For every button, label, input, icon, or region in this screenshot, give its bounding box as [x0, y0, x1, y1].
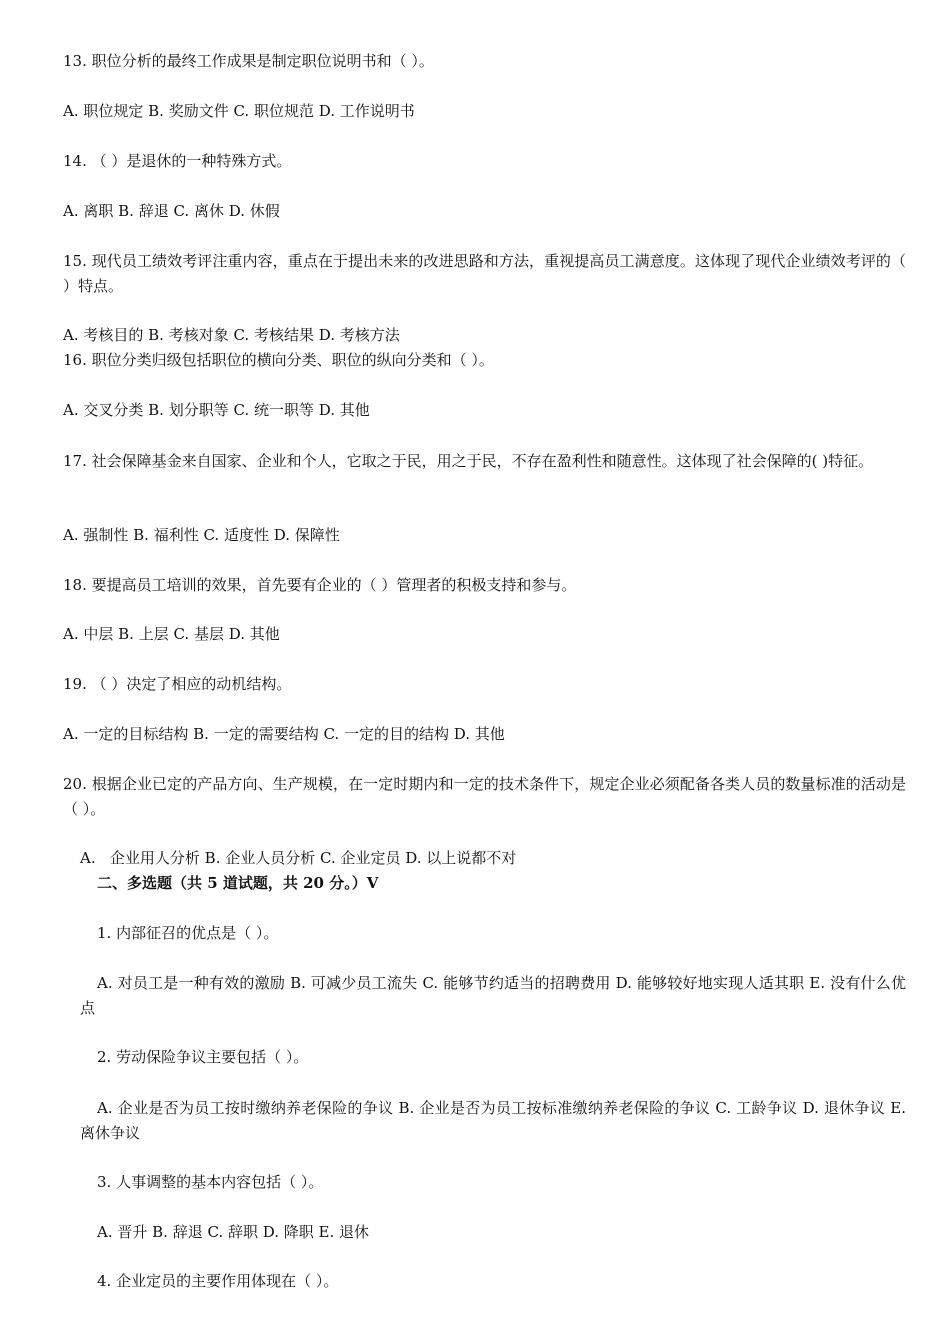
question-17-options: A. 强制性 B. 福利性 C. 适度性 D. 保障性 — [63, 526, 340, 544]
question-17-stem: 17. 社会保障基金来自国家、企业和个人，它取之于民，用之于民，不存在盈利性和随意性。这体现了社会保障的( )特征。 — [63, 452, 874, 470]
question-19-options: A. 一定的目标结构 B. 一定的需要结构 C. 一定的目的结构 D. 其他 — [63, 725, 505, 743]
multi-question-2-stem: 2. 劳动保险争议主要包括（ ）。 — [97, 1048, 309, 1066]
question-20-options: A. 企业用人分析 B. 企业人员分析 C. 企业定员 D. 以上说都不对 — [80, 849, 517, 867]
question-18-stem: 18. 要提高员工培训的效果，首先要有企业的（ ）管理者的积极支持和参与。 — [63, 576, 577, 594]
question-15-options: A. 考核目的 B. 考核对象 C. 考核结果 D. 考核方法 — [63, 326, 400, 344]
section-heading: 二、多选题（共 5 道试题，共 20 分。）V — [97, 874, 379, 892]
multi-question-2-options: A. 企业是否为员工按时缴纳养老保险的争议 B. 企业是否为员工按标准缴纳养老保险的争议 C. 工龄争议 D. 退休争议 E. 离休争议 — [80, 1099, 906, 1142]
multi-question-3-options: A. 晋升 B. 辞退 C. 辞职 D. 降职 E. 退休 — [97, 1223, 369, 1241]
question-15-stem: 15. 现代员工绩效考评注重内容，重点在于提出未来的改进思路和方法，重视提高员工满意度。这体现了现代企业绩效考评的（ ）特点。 — [63, 252, 906, 295]
question-19-stem: 19. （ ）决定了相应的动机结构。 — [63, 675, 292, 693]
question-14-stem: 14. （ ）是退休的一种特殊方式。 — [63, 152, 292, 170]
question-20-stem: 20. 根据企业已定的产品方向、生产规模，在一定时期内和一定的技术条件下，规定企业必须配备各类人员的数量标准的活动是（ ）。 — [63, 775, 906, 818]
question-13-options: A. 职位规定 B. 奖励文件 C. 职位规范 D. 工作说明书 — [63, 102, 415, 120]
question-18-options: A. 中层 B. 上层 C. 基层 D. 其他 — [63, 625, 280, 643]
question-13-stem: 13. 职位分析的最终工作成果是制定职位说明书和（ ）。 — [63, 52, 434, 70]
multi-question-1-options: A. 对员工是一种有效的激励 B. 可减少员工流失 C. 能够节约适当的招聘费用 D. 能够较好地实现人适其职 E. 没有什么优点 — [80, 974, 906, 1017]
question-16-stem: 16. 职位分类归级包括职位的横向分类、职位的纵向分类和（ ）。 — [63, 351, 494, 369]
multi-question-3-stem: 3. 人事调整的基本内容包括（ ）。 — [97, 1173, 324, 1191]
multi-question-1-stem: 1. 内部征召的优点是（ ）。 — [97, 924, 279, 942]
question-14-options: A. 离职 B. 辞退 C. 离休 D. 休假 — [63, 202, 280, 220]
question-16-options: A. 交叉分类 B. 划分职等 C. 统一职等 D. 其他 — [63, 401, 370, 419]
multi-question-4-stem: 4. 企业定员的主要作用体现在（ ）。 — [97, 1272, 339, 1290]
